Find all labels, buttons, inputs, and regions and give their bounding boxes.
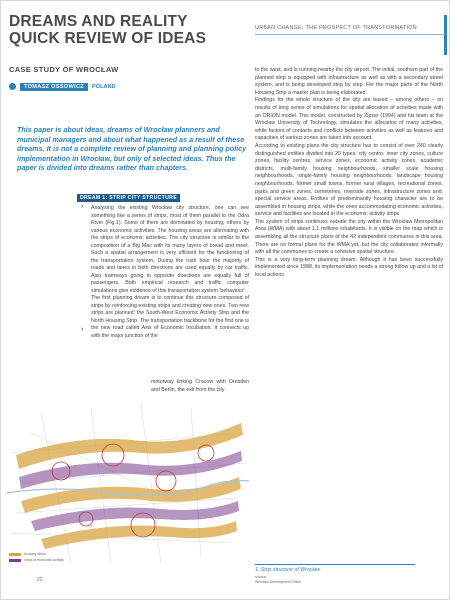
legend-label: strips of economic activity (24, 558, 64, 562)
legend-label: housing strips (24, 552, 46, 556)
source-text: Wrocław Development Office (255, 580, 302, 584)
wrapped-paragraph: motorway linking Cracow with Dresden and Berlin, the exit from the city (151, 379, 249, 393)
body-paragraph: Analysing the existing Wrocław city structure, one can see something like a series of strips, most of them parallel to the Odra River (Fig.1). Some of them are dominated by housing, others by various economic activities. The housing areas are alternating with the strips of economic activities. The city structure is similar to the composition of a Big Mac with its many layers of bread and meet. Such a spatial arrangement is very efficient for the functioning of the transportation system. During the rush hour the majority of roads and lanes in both directions are used equally by car traffic. Also tramways going in opposite directions are equally full of passengers. Both empirical research and traffic computer simulations give evidence of this transportation system 'behaviour'. (91, 205, 249, 294)
paragraph-arrow-icon: › (81, 203, 84, 210)
header-rule (255, 34, 445, 35)
bullet-dot-icon (9, 83, 16, 90)
page-number: 22 (37, 577, 43, 583)
legend-row-economic (9, 557, 64, 563)
author-name: TOMASZ OSSOWICZ (20, 83, 88, 91)
abstract-text: This paper is about ideas, dreams of Wrocław planners and municipal managers and about what happened as a result of these dreams. It is not a complete review of planning and planning policy implementation in Wrocław, but only of selected ideas. Thus the paper is divided into dreams rather than chapters. (17, 125, 247, 173)
author-bar (9, 81, 116, 92)
left-column (91, 205, 249, 340)
page-edge-marker (444, 15, 447, 55)
article-title (9, 13, 249, 47)
body-paragraph: to the west, and is running nearby the city airport. The initial, southern part of the planned strip is equipped with infrastructure as well as with a secondary street system, and is being developed step by step. For the major parts of the North Housing Strip a master plan is being elaborated. (255, 67, 443, 96)
figure-source (255, 575, 301, 585)
article-subtitle: CASE STUDY OF WROCŁAW (9, 65, 119, 74)
map-legend (9, 551, 64, 563)
author-country: POLAND (92, 83, 116, 90)
legend-swatch (9, 553, 21, 556)
paragraph-arrow-icon: › (81, 326, 84, 333)
figure-caption: 1. Strip structure of Wrocław (255, 564, 415, 573)
title-line-2: QUICK REVIEW OF IDEAS (9, 30, 207, 47)
title-line-1: DREAMS AND REALITY (9, 13, 188, 30)
source-label: source: (255, 575, 267, 579)
running-header: URBAN CHANGE: THE PROSPECT OF TRANSFORMATION (255, 25, 417, 31)
body-paragraph: Findings for the whole structure of the city are based – among others – on results of long series of simulations for spatial allocation of activities made with an ORION model. This model, constructed by Zipser (1994) and his team at the Wrocław University of Technology, simulates the allocation of many activities, while factors of contacts and conflicts between activities as well as features and capacities of various zones are taken into account. (255, 97, 443, 142)
legend-swatch (9, 559, 21, 562)
body-paragraph: The system of strips continues outside the city within the Wrocław Metropolitan Area (WMA) with about 1,1 millions inhabitants. It is visible on the map which is assembling all the structure plans of the 42 independent communes in this area. There are no formal plans for the WMA yet, but the city collaborates informally with all the communes to create a cohesive spatial structure. (255, 218, 443, 256)
right-column (255, 67, 443, 280)
body-paragraph: This is a very long-term planning dream. Although it has been successfully implemented since 1998, its implementation needs a strong follow up and a lot of local actions. (255, 256, 443, 279)
strip-structure-map (1, 393, 251, 571)
body-paragraph: According to existing plans the city structure has to consist of over 240 clearly distinguished entities divided into 20 types: city centre, inner city zones, culture zones, facility centres, service zones, economic activity zones, academic districts, multi-family housing neighbourhoods, smaller scale housing neighbourhoods, single-family housing neighbourhoods, landscape housing neighbourhoods, former small towns, former rural villages, recreational zones, parks and green zones, cemeteries, riverside zones, infrastructure zones and, special service areas. Entities of predominantly housing character are to be assembled in housing strips, while the ones accommodating economic activities, service and facilities are located in the economic activity strips. (255, 142, 443, 218)
section-heading: DREAM 1: STRIP CITY STRUCTURE (77, 194, 180, 202)
body-paragraph: The first planning dream is to continue this structure composed of strips by reinforcing existing strips and creating new ones. Two new strips are planned: the South-West Economic Activity Strip and the North Housing Strip. The transportation backbone for the first one is the new road called Axis of Economic Incubation. It connects up with the major junction of the (91, 295, 249, 339)
